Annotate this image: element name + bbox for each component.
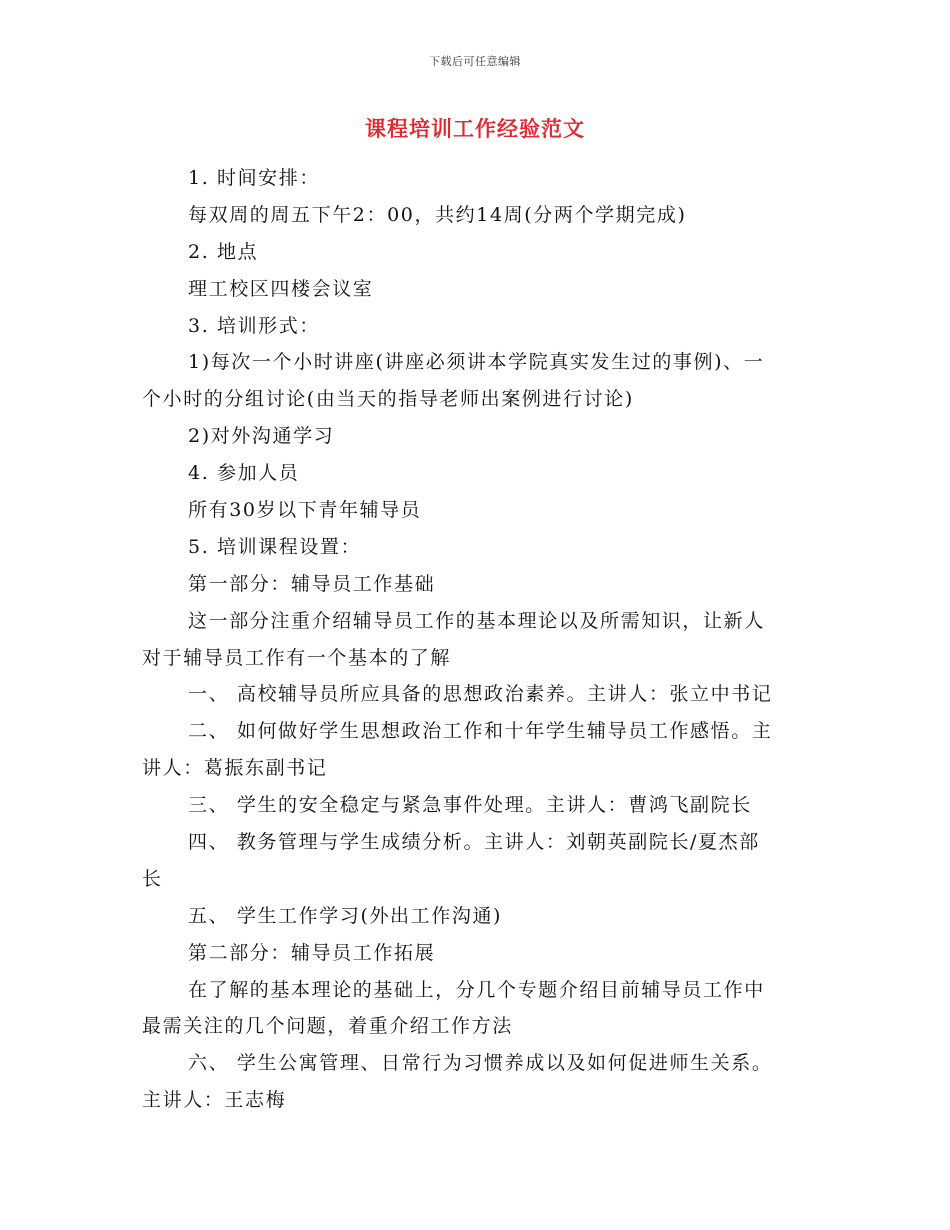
course-item: 一、 高校辅导员所应具备的思想政治素养。主讲人：张立中书记 <box>188 683 773 706</box>
paragraph-line: 最需关注的几个问题，着重介绍工作方法 <box>142 1015 513 1038</box>
section-heading-location: 2. 地点 <box>188 240 259 263</box>
section-heading-format: 3. 培训形式： <box>188 314 320 337</box>
section-heading-courses: 5. 培训课程设置： <box>188 535 362 558</box>
section-heading-participants: 4. 参加人员 <box>188 462 300 485</box>
course-item: 四、 教务管理与学生成绩分析。主讲人：刘朝英副院长/夏杰部 <box>188 831 760 854</box>
paragraph-line: 对于辅导员工作有一个基本的了解 <box>142 646 452 669</box>
part-heading-one: 第一部分：辅导员工作基础 <box>188 572 436 595</box>
paragraph-line: 在了解的基本理论的基础上，分几个专题介绍目前辅导员工作中 <box>188 978 765 1001</box>
course-item: 二、 如何做好学生思想政治工作和十年学生辅导员工作感悟。主 <box>188 720 773 743</box>
paragraph-line: 这一部分注重介绍辅导员工作的基本理论以及所需知识，让新人 <box>188 609 765 632</box>
course-item: 五、 学生工作学习(外出工作沟通) <box>188 904 503 927</box>
paragraph-line: 1)每次一个小时讲座(讲座必须讲本学院真实发生过的事例)、一 <box>188 351 765 374</box>
course-item-continued: 长 <box>142 867 163 890</box>
document-body <box>142 160 807 1119</box>
section-heading-time: 1. 时间安排： <box>188 167 320 189</box>
paragraph-line: 所有30岁以下青年辅导员 <box>188 499 422 522</box>
paragraph-line: 每双周的周五下午2：00，共约14周(分两个学期完成) <box>188 203 687 226</box>
course-item-continued: 主讲人：王志梅 <box>142 1089 287 1112</box>
course-item: 六、 学生公寓管理、日常行为习惯养成以及如何促进师生关系。 <box>188 1052 773 1075</box>
part-heading-two: 第二部分：辅导员工作拓展 <box>188 941 436 964</box>
document-title: 课程培训工作经验范文 <box>365 117 585 141</box>
header-note: 下载后可任意编辑 <box>429 55 521 68</box>
paragraph-line: 2)对外沟通学习 <box>188 425 335 448</box>
course-item-continued: 讲人：葛振东副书记 <box>142 757 328 780</box>
paragraph-line: 个小时的分组讨论(由当天的指导老师出案例进行讨论) <box>142 388 634 411</box>
paragraph-line: 理工校区四楼会议室 <box>188 277 374 300</box>
course-item: 三、 学生的安全稳定与紧急事件处理。主讲人：曹鸿飞副院长 <box>188 794 752 817</box>
